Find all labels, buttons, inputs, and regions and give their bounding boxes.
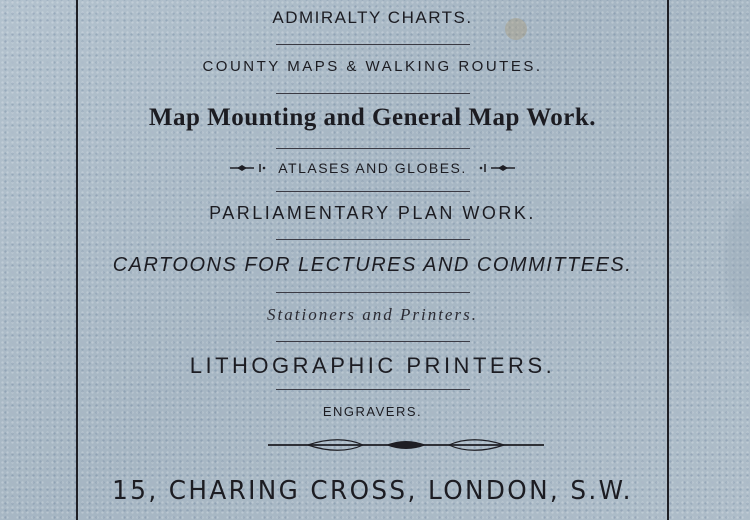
atlases-row	[78, 160, 667, 176]
separator-rule	[276, 44, 470, 45]
paper-fade	[725, 200, 750, 320]
separator-rule	[276, 292, 470, 293]
cartoons-line: CARTOONS FOR LECTURES AND COMMITTEES.	[112, 254, 633, 276]
county-maps-line: COUNTY MAPS & WALKING ROUTES.	[202, 58, 543, 75]
left-ornament-icon	[230, 163, 268, 173]
admiralty-charts-line: ADMIRALTY CHARTS.	[272, 8, 473, 27]
right-ornament-icon	[477, 163, 515, 173]
flourish-ornament-icon	[268, 436, 544, 454]
lithographic-printers-line: LITHOGRAPHIC PRINTERS.	[189, 353, 556, 378]
right-border-rule	[667, 0, 669, 520]
atlases-globes-line: ATLASES AND GLOBES.	[278, 160, 467, 176]
separator-rule	[276, 389, 470, 390]
stationers-line: Stationers and Printers.	[267, 305, 478, 324]
separator-rule	[276, 148, 470, 149]
map-mounting-line: Map Mounting and General Map Work.	[148, 104, 597, 131]
separator-rule	[276, 191, 470, 192]
parliamentary-plan-line: PARLIAMENTARY PLAN WORK.	[209, 203, 536, 223]
separator-rule	[276, 239, 470, 240]
engravers-line: ENGRAVERS.	[322, 404, 423, 419]
separator-rule	[276, 93, 470, 94]
separator-rule	[276, 341, 470, 342]
address-line: 15, CHARING CROSS, LONDON, S.W.	[112, 476, 633, 506]
